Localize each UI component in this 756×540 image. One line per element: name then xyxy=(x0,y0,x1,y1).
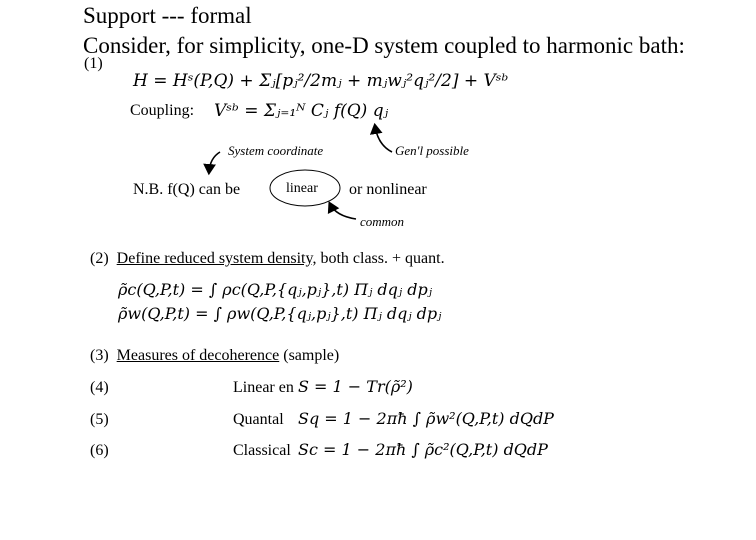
linear-circle xyxy=(270,170,340,206)
system-coordinate-note: System coordinate xyxy=(228,143,324,158)
item-3-underlined: Measures of decoherence xyxy=(116,347,280,364)
rho-c-equation: ρ̃c(Q,P,t) = ∫ ρc(Q,P,{qⱼ,pⱼ},t) Πⱼ dqⱼ dpⱼ xyxy=(118,280,432,299)
item-3-rest: (sample) xyxy=(279,347,340,364)
page-subtitle: Consider, for simplicity, one-D system coupled to harmonic bath: xyxy=(83,33,685,58)
linear-text: linear xyxy=(286,181,318,196)
classical-equation: Sc = 1 − 2πħ ∫ ρ̃c²(Q,P,t) dQdP xyxy=(298,440,548,459)
or-nonlinear-text: or nonlinear xyxy=(349,181,427,198)
quantal-equation: Sq = 1 − 2πħ ∫ ρ̃w²(Q,P,t) dQdP xyxy=(298,409,554,428)
genl-possible-note: Gen'l possible xyxy=(395,143,469,158)
page-title: Support --- formal xyxy=(83,3,252,28)
system-coordinate-arrow xyxy=(209,152,220,172)
nb-text: N.B. f(Q) can be xyxy=(133,181,241,198)
item-2-rest: both class. + quant. xyxy=(316,250,445,267)
rho-w-equation: ρ̃w(Q,P,t) = ∫ ρw(Q,P,{qⱼ,pⱼ},t) Πⱼ dqⱼ dpⱼ xyxy=(118,304,442,323)
coupling-label: Coupling: xyxy=(130,102,195,119)
item-2-underlined: Define reduced system density, xyxy=(116,250,317,267)
item-6-label: Classical xyxy=(233,442,291,459)
linear-entropy-equation: S = 1 − Tr(ρ̃²) xyxy=(298,377,413,396)
item-4-label: Linear en xyxy=(233,379,294,396)
genl-possible-arrow xyxy=(375,126,392,152)
common-note: common xyxy=(360,214,405,229)
item-3-number: (3) xyxy=(90,347,109,364)
item-1-label: (1) xyxy=(84,55,103,72)
item-6-number: (6) xyxy=(90,442,109,459)
item-2-number: (2) xyxy=(90,250,109,267)
coupling-equation: Vˢᵇ = Σⱼ₌₁ᴺ Cⱼ f(Q) qⱼ xyxy=(214,101,389,121)
item-5-number: (5) xyxy=(90,411,109,428)
common-arrow xyxy=(330,204,356,219)
hamiltonian-equation: H = Hˢ(P,Q) + Σⱼ[pⱼ²/2mⱼ + mⱼwⱼ²qⱼ²/2] + Vˢᵇ xyxy=(133,71,509,91)
item-4-number: (4) xyxy=(90,379,109,396)
item-5-label: Quantal xyxy=(233,411,284,428)
